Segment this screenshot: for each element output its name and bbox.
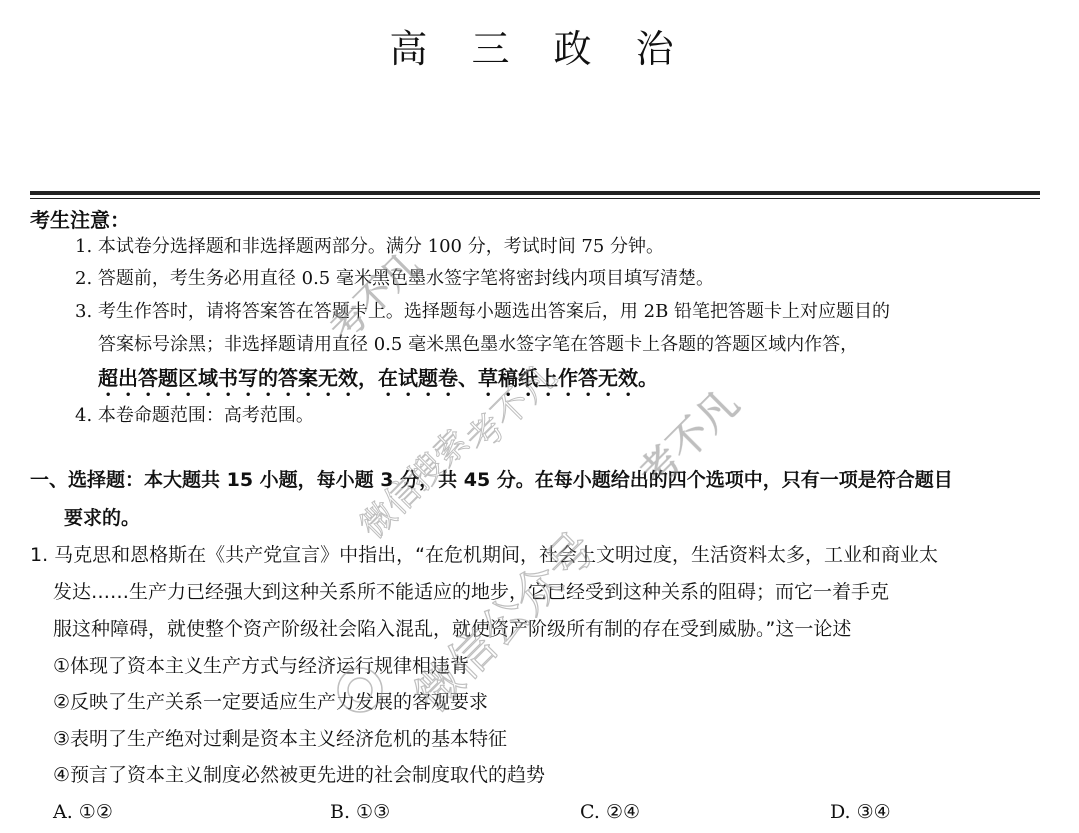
- option-d[interactable]: D. ③④: [830, 801, 891, 823]
- option-b[interactable]: B. ①③: [330, 801, 391, 823]
- watermark-text-4: 考不凡: [630, 380, 748, 498]
- watermark-text-3: 考不凡: [459, 355, 565, 462]
- statement-4: ④预言了资本主义制度必然被更先进的社会制度取代的趋势: [53, 764, 546, 786]
- option-c[interactable]: C. ②④: [580, 801, 641, 823]
- watermark-text-5: 微信公众号: [404, 521, 606, 723]
- statement-3: ③表明了生产绝对过剩是资本主义经济危机的基本特征: [53, 728, 508, 750]
- section-heading-cont: 要求的。: [64, 507, 141, 529]
- notice-item-3-emphasis: [98, 366, 658, 401]
- emphasis-text: 超出答题区域书写的答案无效，在试题卷、草稿纸上作答无效。: [98, 366, 658, 390]
- statement-2: ②反映了生产关系一定要适应生产力发展的客观要求: [53, 691, 489, 713]
- header-rule-thick: [30, 191, 1040, 195]
- watermark-text-1: 考不凡: [322, 244, 428, 351]
- notice-item-4: 4. 本卷命题范围：高考范围。: [75, 405, 314, 426]
- option-a[interactable]: A. ①②: [53, 801, 113, 823]
- page-title: 高 三 政 治: [389, 27, 690, 71]
- section-heading: 一、选择题：本大题共 15 小题，每小题 3 分，共 45 分。在每小题给出的四个选项中，只有一项是符合题目: [30, 469, 953, 491]
- notice-item-3: 3. 考生作答时，请将答案答在答题卡上。选择题每小题选出答案后，用 2B 铅笔把答题卡上对应题目的: [75, 301, 891, 322]
- question-1-line-2: 发达……生产力已经强大到这种关系所不能适应的地步，它已经受到这种关系的阻碍；而它一着手克: [53, 581, 890, 603]
- notice-item-2: 2. 答题前，考生务必用直径 0.5 毫米黑色墨水签字笔将密封线内项目填写清楚。: [75, 268, 714, 289]
- notice-heading: 考生注意：: [30, 208, 130, 232]
- statement-1: ①体现了资本主义生产方式与经济运行规律相违背: [53, 655, 470, 677]
- header-rule-thin: [30, 198, 1040, 199]
- watermark-text-2: 微信搜索: [352, 422, 478, 547]
- question-1-line-3: 服这种障碍，就使整个资产阶级社会陷入混乱，就使资产阶级所有制的存在受到威胁。”这一论述: [53, 618, 852, 640]
- question-1-line-1: 1. 马克思和恩格斯在《共产党宣言》中指出，“在危机期间，社会上文明过度，生活资料太多，工业和商业太: [30, 544, 939, 566]
- notice-item-1: 1. 本试卷分选择题和非选择题两部分。满分 100 分，考试时间 75 分钟。: [75, 236, 665, 257]
- notice-item-3-cont: 答案标号涂黑；非选择题请用直径 0.5 毫米黑色墨水签字笔在答题卡上各题的答题区域内作答，: [98, 334, 859, 355]
